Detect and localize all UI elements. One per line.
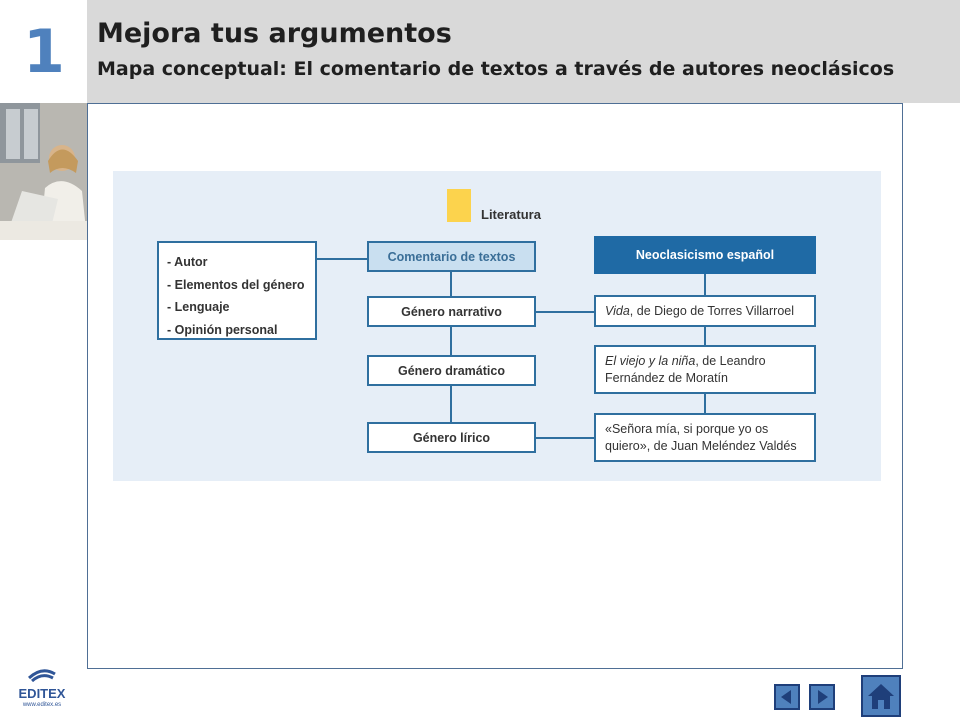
comment-box: Comentario de textos [367,241,536,272]
work-author: , de Leandro [695,353,766,368]
connector-lyric-to-senora [536,437,595,439]
page-title: Mejora tus argumentos [97,18,452,49]
house-icon [866,681,896,711]
aspect-item: - Lenguaje [167,300,230,314]
prev-button[interactable] [774,684,800,710]
triangle-left-icon [779,689,795,705]
chapter-number: 1 [23,17,65,87]
editex-logo-mark [25,666,59,682]
aspect-item: - Opinión personal [167,322,278,337]
decorative-photo [0,103,87,240]
aspects-list [157,241,317,340]
genre-lyric-box: Género lírico [367,422,536,453]
connector-center-vertical [450,272,452,424]
work-box-vida [594,295,816,327]
connector-narrative-to-vida [536,311,595,313]
next-button[interactable] [809,684,835,710]
work-box-viejo [594,345,816,394]
work-title: «Señora mía, si porque yo os [605,421,769,436]
work-author: quiero», de Juan Meléndez Valdés [605,438,797,453]
legend-label: Literatura [481,207,541,222]
logo-name: EDITEX [18,686,66,701]
work-author-line2: Fernández de Moratín [605,370,728,385]
page-subtitle: Mapa conceptual: El comentario de textos a través de autores neoclásicos [97,58,895,80]
connector-list-to-comment [317,258,367,260]
work-box-senora [594,413,816,462]
editex-logo [12,666,72,714]
work-title: Vida [605,303,630,318]
aspect-item: - Autor [167,255,208,269]
logo-url: www.editex.es [22,702,62,708]
legend-swatch [447,189,471,222]
header-band [87,0,960,103]
triangle-right-icon [814,689,830,705]
genre-narrative-box: Género narrativo [367,296,536,327]
neoclassicism-header-box: Neoclasicismo español [594,236,816,274]
genre-dramatic-box: Género dramático [367,355,536,386]
work-author: , de Diego de Torres Villarroel [629,303,795,318]
aspect-item: - Elementos del género [167,277,305,292]
home-button[interactable] [861,675,901,717]
work-title: El viejo y la niña [605,353,696,368]
